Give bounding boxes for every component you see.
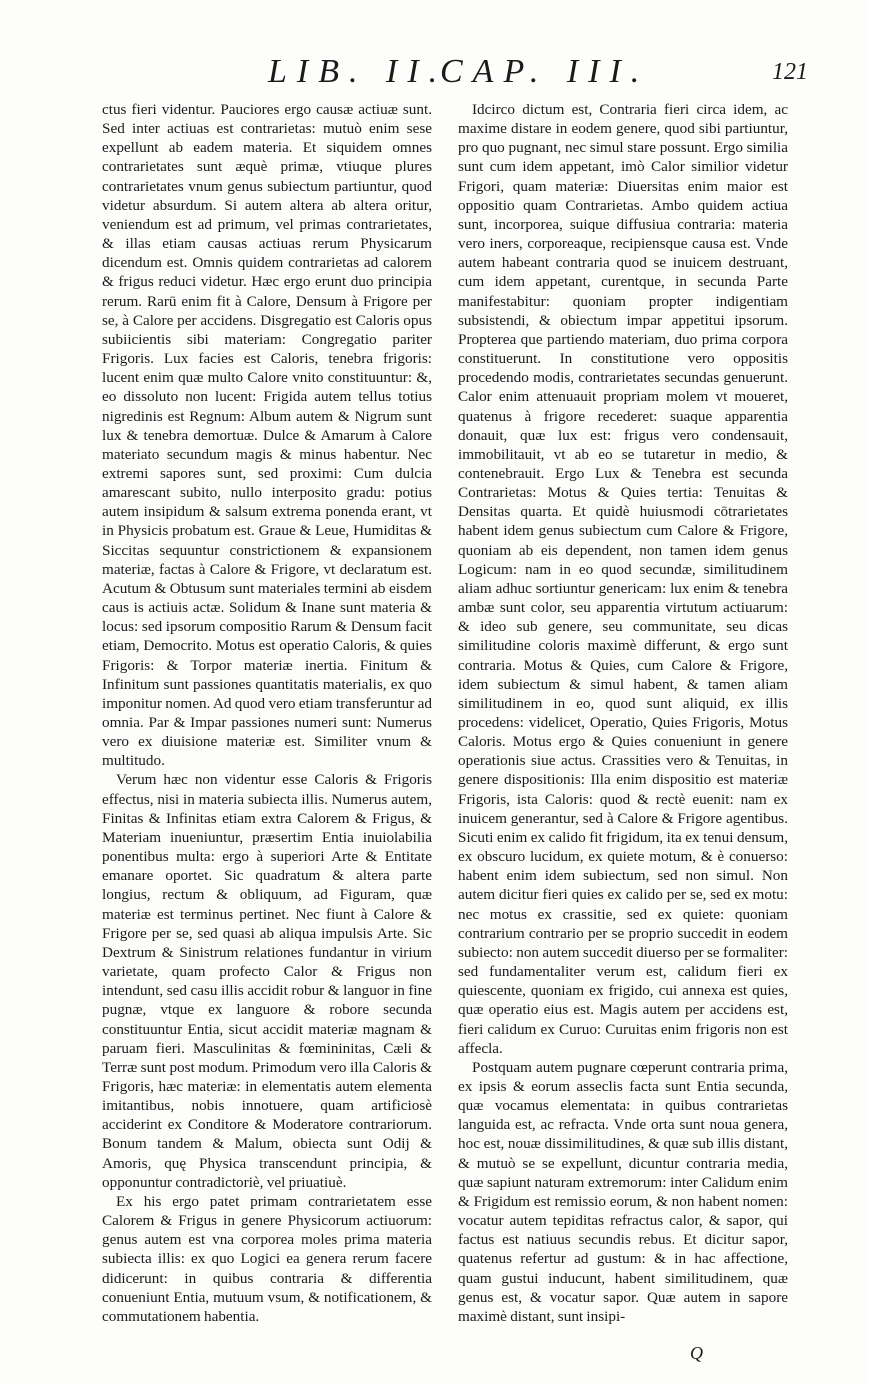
book-number-heading: LIB. II.	[268, 53, 448, 90]
paragraph: Verum hæc non videntur esse Caloris & Frigoris effectus, nisi in materia subiecta illis. Numerus autem, Finitas & Infinitas etiam extra Calorem & Frigus, & Materiam inueniuntur, præsertim Entia inuiolabilia ponentibus multa: ergo à superiori Arte & Entitate emanare oportet. Sic quadratum & altera parte longius, rectum & obliquum, ad Figuram, quæ materiæ est terminus pertinet. Nec fiunt à Calore & Frigore per se, sed quasi ab aliqua impulsis Arte. Sic Dextrum & Sinistrum relationes fundantur in virium varietate, quam profecto Calor & Frigus non intendunt, sed casu illis accidit robur & languor in fine pugnæ, vtque ex languore & robore secunda constituuntur Entia, sicut accidit materiæ magnam & paruam fieri. Masculinitas & fœmininitas, Cæli & Terræ sunt post modum. Primodum vero illa Caloris & Frigoris, hæc materiæ: in elementatis autem elementa imitantibus, nobis innotuere, quam artificiosè acciderint ex Conditore & Moderatore contrariorum. Bonum tandem & Malum, obiecta sunt Odij & Amoris, quę Physica transcendunt principia, & opponuntur contradictoriè, vel priuatiuè.	[102, 771, 432, 1191]
page-number: 121	[772, 59, 808, 85]
paragraph: ctus fieri videntur. Pauciores ergo causæ actiuæ sunt. Sed inter actiuas est contrarietas: mutuò enim sese expellunt ab eadem materia. Et siquidem omnes contrarietates sunt æquè primæ, vtiuque plures contrarietates vnum genus subiectum partiuntur, quod videtur absurdum. Si autem altera ab altera oritur, veniendum est ad primum, vel primas contrarietates, & illas etiam causas actiuas rerum Physicarum dicendum est. Omnis quidem contrarietas ad calorem & frigus reduci videtur. Hæc ergo erunt duo principia rerum. Rarū enim fit à Calore, Densum à Frigore per se, à Calore per accidens. Disgregatio est Caloris opus subiicientis sibi materiam: Congregatio pariter Frigoris. Lux facies est Caloris, tenebra frigoris: lucent enim quæ multo Calore vnito constituuntur: &, eo dissoluto non lucent: Frigida autem tellus totius nigredinis est Regnum: Album autem & Nigrum sunt lux & tenebra demortuæ. Dulce & Amarum à Calore materiato secundum magis & minus habentur. Nec extremi sapores sunt, sed proximi: Cum dulcia amarescant subito, nullo interposito gradu: potius autem insipidum & salsum extrema ponenda erant, vt in Physicis probatum est. Graue & Leue, Humiditas & Siccitas sequuntur constrictionem & expansionem materiæ, factas à Calore & Frigore, vt declaratum est. Acutum & Obtusum sunt materiales termini ab eisdem caus is actiuis actæ. Solidum & Inane sunt materia & locus: sed ipsorum compositio Rarum & Densum facit etiam, Democrito. Motus est operatio Caloris, & quies Frigoris: & Torpor materiæ inertia. Finitum & Infinitum sunt passiones quantitatis materialis, ex quo imponitur nomen. Ad quod vero etiam transferuntur ad omnia. Par & Impar passiones numeri sunt: Numerus vero ex diuisione materiæ est. Similiter vnum & multitudo.	[102, 101, 432, 770]
running-head	[0, 52, 870, 92]
catchword: Q	[690, 1343, 703, 1363]
paragraph: Idcirco dictum est, Contraria fieri circa idem, ac maxime distare in eodem genere, quod sibi partiuntur, pro quo pugnant, nec simul stare possunt. Ergo similia sunt cum idem appetant, imò Calor similior videtur Frigori, quam materiæ: Diuersitas enim maior est oppositio quam Contrarietas. Ambo quidem actiua sunt, incorporea, suique diffusiua contraria: materia vero iners, corporeaque, recipiensque causa est. Vnde autem habeant contraria quod se inuicem destruant, cum idem appetant, curentque, in secunda Parte manifestabitur: quoniam propter indigentiam subsistendi, & obiectum impar appetitui ipsorum. Propterea que partiendo materiam, duo prima corpora constituerunt. In constitutione vero oppositis procedendo modis, contrarietates secundas genuerunt. Calor enim attenuauit propriam molem vt moueret, quatenus à frigore recederet: suaque apparentia donauit, quæ lux est: frigus vero condensauit, immobilitauit, vt ab eo se tutaretur in medio, & contenebrauit. Ergo Lux & Tenebra est secunda Contrarietas: Motus & Quies tertia: Tenuitas & Densitas quarta. Et quidè huiusmodi cōtrarietates habent idem genus subiectum cum Calore & Frigore, quoniam ab eis dependent, non tamen idem genus Logicum: nam in eo quod secundæ, similitudinem aliam adhuc sortiuntur genericam: lux enim & tenebra ambæ sunt color, seu apparentia virtutum actiuarum: & ideo sub genere, seu communitate, seu dicas similitudine coloris maximè differunt, & ergo sunt contraria. Motus & Quies, cum Calore & Frigore, idem subiectum & simul habent, & tamen aliam similitudinem in eo, quod sunt aliquid, ex illis procedens: videlicet, Operatio, Quies Frigoris, Motus Caloris. Motus ergo & Quies conueniunt in genere operationis siue actus. Crassities vero & Tenuitas, in genere dispositionis: Illa enim dispositio est materiæ Frigoris, ista Caloris: quod & rectè euenit: nam ex inuicem generantur, sed à Calore & Frigore agentibus. Sicuti enim ex calido fit frigidum, ita ex tenui densum, ex obscuro lucidum, ex quiete motum, & è conuerso: habent enim idem subiectum, sed non simul. Non autem dicitur fieri quies ex calido per se, sed ex motu: nec motus ex crassitie, sed ex quiete: quoniam contrarium contrario per se proprio succedit in eodem subiecto: non autem succedit diuerso per se formaliter: sed fundamentaliter verum est, calidum fieri ex quiescente, quoniam ex frigido, cui annexa est quies, quæ operatio eius est. Magis autem per accidens est, fieri calidum ex Curuo: Curuitas enim frigoris non est affecla.	[458, 101, 788, 1057]
paragraph: Postquam autem pugnare cœperunt contraria prima, ex ipsis & eorum asseclis facta sunt Entia secunda, quæ vocamus elementata: in quibus contrarietas languida est, ac refracta. Vnde orta sunt noua genera, hoc est, nouæ dissimilitudines, & quæ sub illis distant, & mutuò se se expellunt, dicuntur contraria media, quæ sapiunt naturam extremorum: inter Calidum enim & Frigidum est remissio eorum, & non habent nomen: vocatur autem tepiditas refractus calor, & sapor, qui factus est natiuus secundis rebus. Et dicitur sapor, quatenus refertur ad gustum: & in hac affectione, quam gustui inducunt, habent similitudinem, quæ genus est, & vocatur sapor. Quæ autem in sapore maximè distant, sunt insipi-	[458, 1058, 788, 1325]
chapter-number-heading: CAP. III.	[440, 53, 650, 90]
left-text-column	[102, 100, 432, 1326]
right-text-column	[458, 100, 788, 1326]
paragraph: Ex his ergo patet primam contrarietatem esse Calorem & Frigus in genere Physicorum actiuorum: genus autem est vna corporea moles prima materia subiecta illis: ex quo Logici ea genera rerum facere didicerunt: in quibus contraria & differentia conueniunt Entia, mutuum vsum, & notificationem, & commutationem habentia.	[102, 1192, 432, 1325]
